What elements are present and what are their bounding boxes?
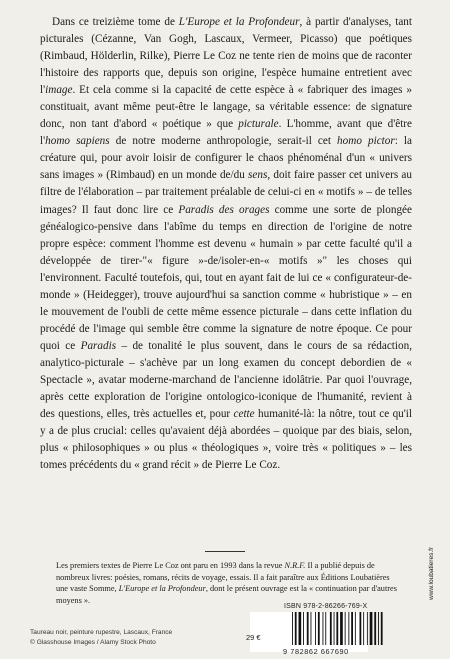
book-title: Paradis	[80, 339, 117, 352]
text-run: , dont le présent ouvrage est la « continuation par d'autres moyens ».	[56, 584, 397, 605]
text-run: , à partir d'analyses, tant picturales (Cézanne, Van Gogh, Lascaux, Vermeer, Picasso) que poétiques (Rimbaud, Hölderlin, Rilke), Pierre Le Coz ne tente rien de moins que de raconter l'histoire des rapports que, depuis son origine, l'espèce humaine entretient avec l'	[40, 16, 412, 97]
text-run: Il a publié depuis de nombreux livres: poésies, romans, récits de voyage, essais. Il a fait paraître aux Éditions Loubatières une vaste Somme,	[56, 561, 390, 594]
cover-credit	[30, 628, 220, 647]
credit-line: Taureau noir, peinture rupestre, Lascaux, France	[30, 629, 173, 636]
divider	[205, 551, 245, 552]
text-run: de notre moderne anthropologie, serait-il cet	[109, 135, 338, 148]
price: 29 €	[246, 633, 261, 642]
book-title: L'Europe et la Profondeur	[178, 16, 300, 28]
bio-paragraph	[56, 560, 401, 606]
text-run: . Et cela comme si la capacité de cette espèce à « fabriquer des images » constituait, avant même peut-être le langage, sa véritable essence: de signature donc, non tant d'abord « poétique » que	[40, 84, 412, 131]
emphasis: homo pictor	[337, 135, 395, 148]
text-run: comme une sorte de plongée généalogico-pensive dans l'abîme du temps en direction de l'origine de notre propre espèce: comment l'homme est devenu « humain » par cette faculté qu'il a développée de tirer-"« figure »-de/isoler-en-« motifs »" les choses qui l'environnent. Faculté toutefois, qui, tout en ayant fait de lui ce « configurateur-de-monde » (Heidegger), trouve aujourd'hui sa sanction comme « hubristique » – en le mouvement de l'oubli de cette même essence picturale – dans cette inflation du procédé de l'image qui semble être comme la signature de notre époque. Ce pour quoi ce	[40, 203, 412, 352]
text-run: Dans ce treizième tome de	[52, 16, 179, 28]
publisher-website: www.loubatieres.fr	[428, 546, 435, 600]
emphasis: homo sapiens	[45, 135, 110, 148]
credit-line: © Glasshouse Images / Alamy Stock Photo	[30, 638, 156, 646]
emphasis: image	[45, 84, 73, 97]
barcode-graphic	[290, 604, 390, 646]
text-run: . L'homme, avant que d'être l'	[40, 118, 412, 148]
text-run: : la créature qui, pour avoir loisir de configurer le chaos phénoménal d'un « univers sans images » (Rimbaud) en un monde de/du	[40, 135, 412, 182]
text-run: , doit faire passer cet univers au filtre de l'élaboration – par traitement préalable de celui-ci en « motifs » – de telles images? Il faut donc lire ce	[40, 169, 412, 216]
book-title: L'Europe et la Profondeur	[118, 584, 206, 594]
text-run: Les premiers textes de Pierre Le Coz ont paru en 1993 dans la revue	[56, 561, 285, 570]
author-bio	[56, 560, 401, 606]
text-run: – de tonalité le plus souvent, dans le cours de sa rédaction, analytico-picturale – s'achève par un long examen du concept debordien de « Spectacle », avatar moderne-marchand de l'ancienne idolâtrie. Par quoi l'ouvrage, après cette exploration de l'origine ontologico-iconique de l'humanité, revient à des questions, elles, très actuelles et, pour	[40, 339, 412, 421]
book-title: Paradis des orages	[178, 203, 270, 216]
isbn-label: ISBN 978-2-86266-769-X	[284, 603, 368, 610]
text-run: humanité-là: la nôtre, tout ce qu'il y a de plus crucial: celles qu'avaient déjà abordées – quoique par des biais, selon, plus « philosophiques » ou plus « théologiques », voire très « politiques » – les tomes précédents du « grand récit » de Pierre Le Coz.	[40, 408, 412, 472]
blurb-text	[40, 14, 412, 474]
emphasis: picturale	[238, 118, 279, 131]
emphasis: sens	[248, 169, 268, 182]
emphasis: cette	[233, 408, 255, 421]
barcode-digits: 9 782862 667690	[283, 647, 349, 656]
journal-title: N.R.F.	[284, 561, 306, 570]
blurb-paragraph	[40, 14, 412, 474]
